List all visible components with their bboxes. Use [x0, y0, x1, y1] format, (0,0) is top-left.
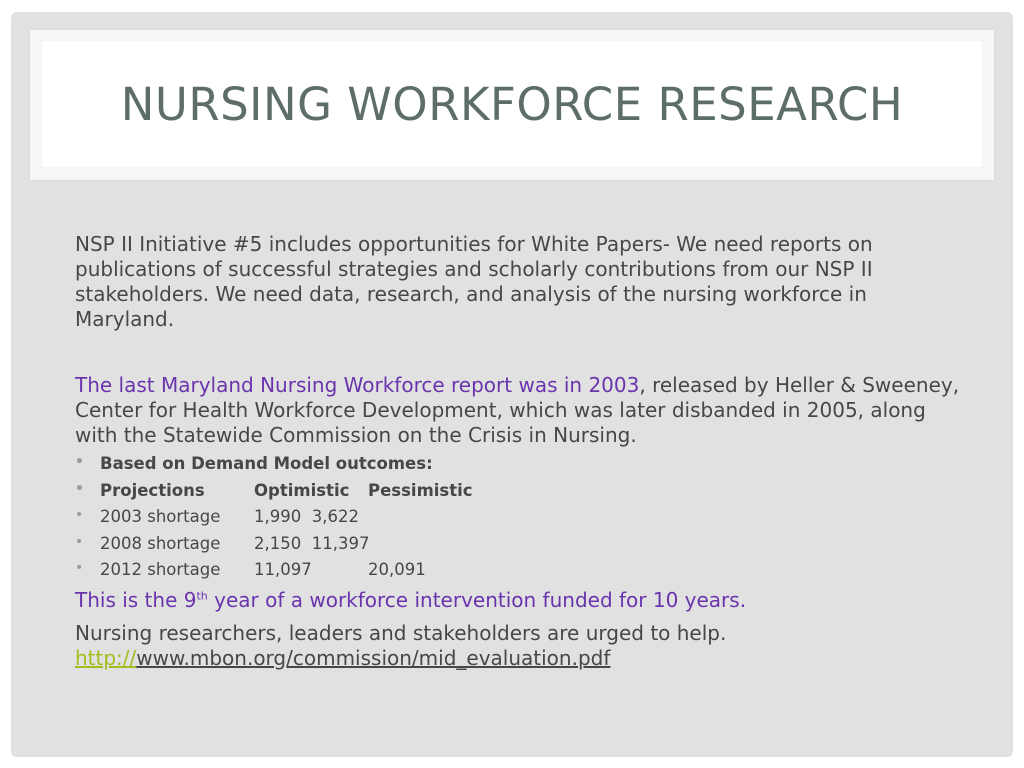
bullet-row-2008: [75, 531, 965, 558]
slide: [11, 12, 1013, 757]
year-line-sup: th: [196, 588, 208, 602]
header-optimistic: Optimistic: [254, 480, 350, 500]
demand-model-heading: Based on Demand Model outcomes:: [100, 454, 433, 473]
call-to-action: [75, 621, 965, 671]
bullet-demand-model: [75, 451, 965, 478]
row-pessimistic: 3,622: [311, 507, 359, 526]
white-papers-paragraph: NSP II Initiative #5 includes opportunities for White Papers- We need reports on publications of successful strategies and scholarly contributions from our NSP II stakeholders. We need data, research, and analysis of the nursing workforce in Maryland.: [75, 232, 873, 331]
bullet-row-2012: [75, 557, 965, 584]
slide-body: [75, 232, 965, 671]
last-report-rest: , released by Heller & Sweeney, Center for Health Workforce Development, which was later disbanded in 2005, along with the Statewide Commission on the Crisis in Nursing.: [75, 373, 960, 447]
row-label: 2008 shortage: [100, 533, 221, 553]
row-optimistic: 11,097: [254, 560, 312, 579]
bullet-row-2003: [75, 504, 965, 531]
row-pessimistic: 20,091: [368, 560, 426, 579]
last-report-highlight: The last Maryland Nursing Workforce report was in 2003: [75, 373, 640, 397]
last-report-paragraph: [75, 373, 965, 448]
evaluation-pdf-link[interactable]: [75, 646, 610, 670]
row-optimistic: 1,990: [254, 507, 302, 526]
row-optimistic: 2,150: [254, 533, 302, 553]
projection-bullets: [75, 451, 965, 584]
urge-text: Nursing researchers, leaders and stakeholders are urged to help.: [75, 620, 727, 645]
bullet-table-header: [75, 478, 965, 505]
link-protocol[interactable]: http://: [75, 645, 137, 670]
intervention-year-line: [75, 588, 965, 613]
header-pessimistic: Pessimistic: [368, 480, 473, 500]
bullet-dot-icon: •: [75, 560, 84, 576]
year-line-post: year of a workforce intervention funded for 10 years.: [207, 587, 747, 612]
bullet-dot-icon: •: [75, 454, 84, 470]
row-label: 2003 shortage: [100, 507, 221, 526]
bullet-dot-icon: •: [75, 533, 84, 550]
slide-title: NURSING WORKFORCE RESEARCH: [120, 77, 904, 131]
header-projections: Projections: [100, 480, 205, 500]
bullet-dot-icon: •: [75, 507, 84, 523]
link-address[interactable]: www.mbon.org/commission/mid_evaluation.pdf: [136, 645, 611, 670]
title-box: [42, 41, 982, 167]
title-frame: [30, 30, 994, 180]
bullet-dot-icon: •: [75, 480, 84, 497]
row-label: 2012 shortage: [100, 560, 221, 579]
row-pessimistic: 11,397: [311, 533, 370, 553]
year-line-pre: This is the 9: [75, 587, 197, 612]
